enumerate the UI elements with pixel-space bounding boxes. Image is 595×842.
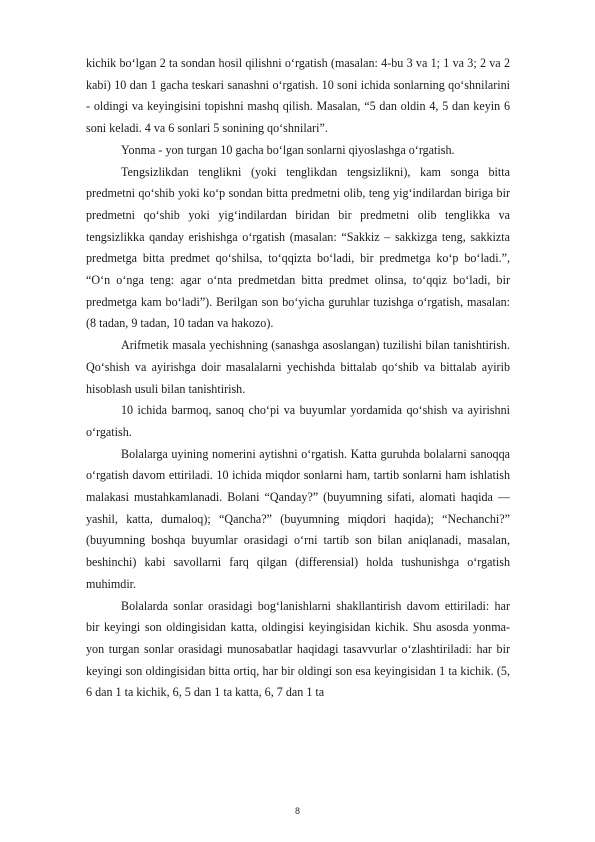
page-number: 8 <box>294 806 300 816</box>
paragraph-continuation: kichik bo‘lgan 2 ta sondan hosil qilishni o‘rgatish (masalan: 4-bu 3 va 1; 1 va 3; 2 va 2 kabi) 10 dan 1 gacha teskari sanashni o‘rgatish. 10 soni ichida sonlarning qo‘shnilarini - oldingi va keyingisini topishni mashq qilish. Masalan, “5 dan oldin 4, 5 dan keyin 6 soni keladi. 4 va 6 sonlari 5 sonining qo‘shnilari”. <box>86 56 510 136</box>
paragraph: Yonma - yon turgan 10 gacha bo‘lgan sonlarni qiyoslashga o‘rgatish. <box>121 142 455 157</box>
paragraph: 10 ichida barmoq, sanoq cho‘pi va buyumlar yordamida qo‘shish va ayirishni o‘rgatish. <box>86 403 510 439</box>
paragraph: Bolalarda sonlar orasidagi bog‘lanishlarni shakllantirish davom ettiriladi: har bir keyingi son oldingisidan katta, oldingisi keyingisidan kichik. Shu asosda yonma-yon turgan sonlar orasidagi munosabatlar haqidagi tasavvurlar o‘zlashtiriladi: har bir keyingi son oldingisidan bitta ortiq, har bir oldingi son esa keyingisidan 1 ta kichik. (5, 6 dan 1 ta kichik, 6, 5 dan 1 ta katta, 6, 7 dan 1 ta <box>86 598 510 700</box>
paragraph: Bolalarga uyining nomerini aytishni o‘rgatish. Katta guruhda bolalarni sanoqqa o‘rgatish davom ettiriladi. 10 ichida miqdor sonlarni ham, tartib sonlarni ham ishlatish malakasi mustahkamlanadi. Bolani “Qanday?” (buyumning sifati, alomati haqida — yashil, katta, dumaloq); “Qancha?” (buyumning miqdori haqida); “Nechanchi?” (buyumning boshqa buyumlar orasidagi o‘rni tartib son bilan aniqlanadi, masalan, beshinchi) kabi savollarni farq qilgan (differensial) holda tushunishga o‘rgatish muhimdir. <box>86 446 510 591</box>
paragraph: Arifmetik masala yechishning (sanashga asoslangan) tuzilishi bilan tanishtirish. Qo‘shish va ayirishga doir masalalarni yechishda bittalab qo‘shib va bittalab ayirib hisoblash usuli bilan tanishtirish. <box>86 338 510 396</box>
body-text <box>86 53 510 704</box>
paragraph: Tengsizlikdan tenglikni (yoki tenglikdan tengsizlikni), kam songa bitta predmetni qo‘shib yoki ko‘p sondan bitta predmetni olib, teng yig‘indilardan biriga bir predmetni qo‘shib yoki yig‘indilardan biridan bir predmetni olib tenglikka va tengsizlikka qanday erishishga o‘rgatish (masalan: “Sakkiz – sakkizga teng, sakkizta predmetga bitta predmet qo‘shilsa, to‘qqizta bo‘ladi, bir predmetga ko‘p bo‘ladi.”, “O‘n o‘nga teng: agar o‘nta predmetdan bitta predmet olinsa, to‘qqiz bo‘ladi, bir predmetga kam bo‘ladi”). Berilgan son bo‘yicha guruhlar tuzishga o‘rgatish, masalan: (8 tadan, 9 tadan, 10 tadan va hakozo). <box>86 164 510 331</box>
